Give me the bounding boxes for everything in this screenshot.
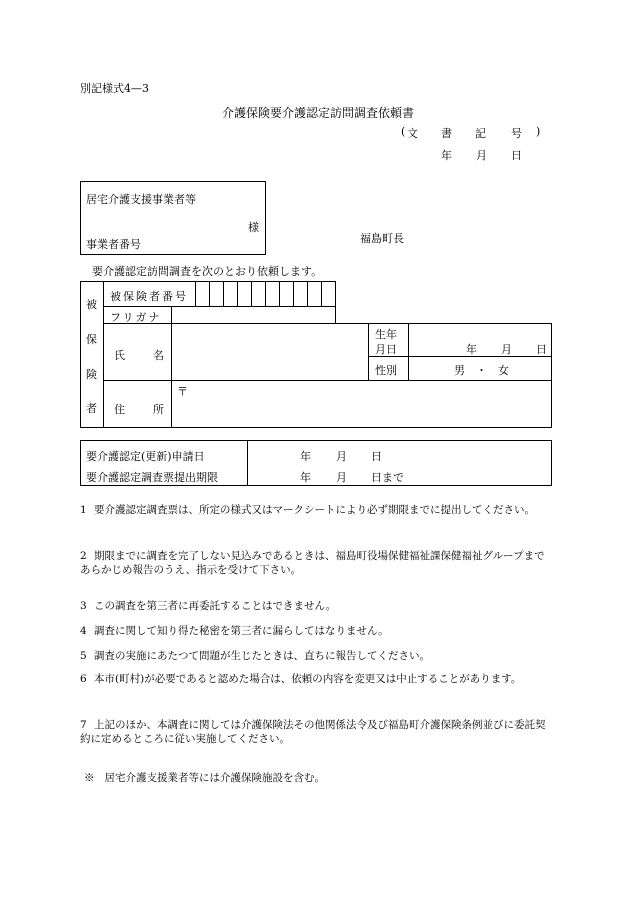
name-label-2: 名 (153, 349, 164, 362)
dates-table-divider (247, 440, 248, 486)
note-3: 3 この調査を第三者に再委託することはできません。 (80, 600, 337, 612)
footnote: ※ 居宅介護支援業者等には介護保険施設を含む。 (84, 772, 326, 784)
insured-side-label-1: 被 (86, 298, 97, 311)
note-7: 7 上記のほか、本調査に関しては介護保険法その他関係法令及び福島町介護保険条例並びに委託契約に定めるところに従い実施してください。 (80, 719, 546, 745)
form-id: 別記様式4—3 (80, 82, 149, 95)
note-4: 4 調査に関して知り得た秘密を第三者に漏らしてはなりません。 (80, 625, 389, 637)
submission-deadline-label: 要介護認定調査票提出期限 (86, 471, 218, 484)
address-label-1: 住 (114, 403, 125, 416)
recipient-label: 居宅介護支援事業者等 (86, 193, 196, 206)
insured-side-label-3: 険 (86, 368, 97, 381)
gender-options: 男 ・ 女 (454, 364, 509, 377)
furigana-label: フリガナ (110, 311, 162, 324)
note-2: 2 期限までに調査を完了しない見込みであるときは、福島町役場保健福祉課保健福祉グループまであらかじめ報告のうえ、指示を受けて下さい。 (80, 550, 545, 576)
note-5: 5 調査の実施にあたつて問題が生じたときは、直ちに報告してください。 (80, 650, 430, 662)
postal-mark: 〒 (177, 385, 188, 398)
birth-label-1: 生年 (375, 328, 397, 341)
page-title: 介護保険要介護認定訪問調査依頼書 (222, 106, 415, 120)
gender-label: 性別 (375, 364, 397, 377)
business-number-label: 事業者番号 (86, 238, 141, 251)
insured-number-label: 被保険者番号 (110, 290, 188, 303)
note-6: 6 本市(町村)が必要であると認めた場合は、依頼の内容を変更又は中止することがあります。 (80, 673, 522, 685)
note-1: 1 要介護認定調査票は、所定の様式又はマークシートにより必ず期限までに提出してください。 (80, 504, 535, 516)
recipient-honorific: 様 (248, 221, 259, 234)
insured-side-label-4: 者 (86, 402, 97, 415)
application-date-label: 要介護認定(更新)申請日 (86, 450, 205, 463)
intro-text: 要介護認定訪問調査を次のとおり依頼します。 (92, 265, 323, 278)
name-label-1: 氏 (114, 349, 125, 362)
birth-label-2: 月日 (375, 343, 397, 356)
insured-side-label-2: 保 (86, 333, 97, 346)
sender: 福島町長 (360, 232, 404, 245)
address-label-2: 所 (153, 403, 164, 416)
